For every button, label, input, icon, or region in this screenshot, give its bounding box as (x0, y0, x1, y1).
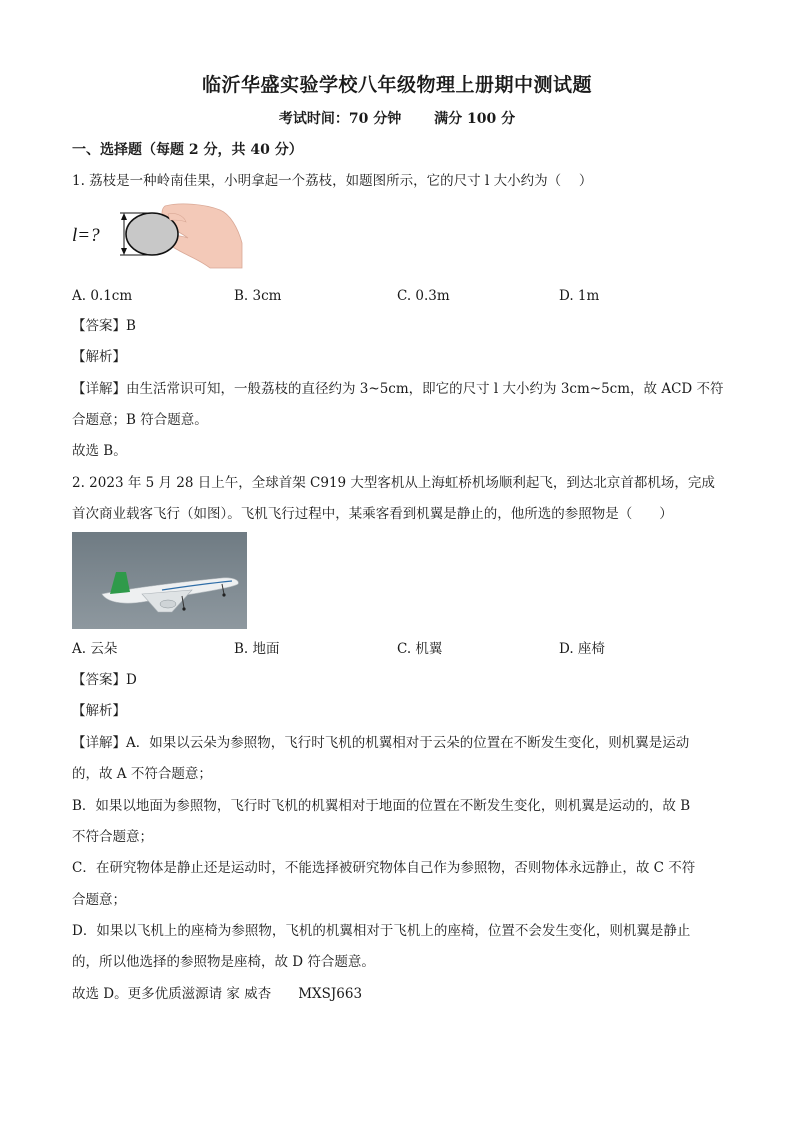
q2-detail-line: 合题意； (72, 892, 126, 908)
q1-detail-line: 【详解】由生活常识可知，一般荔枝的直径约为 3~5cm，即它的尺寸 l 大小约为 3cm~5cm，故 ACD 不符 (72, 381, 724, 397)
q1-detail-line: 合题意；B 符合题意。 (72, 412, 208, 428)
q2-detail-line: 不符合题意； (72, 829, 153, 845)
q1-option-a: A. 0.1cm (72, 288, 133, 304)
exam-time: 考试时间：70 分钟 (278, 111, 402, 127)
q1-answer: 【答案】B (72, 318, 136, 334)
q2-stem-line: 2. 2023 年 5 月 28 日上午，全球首架 C919 大型客机从上海虹桥机场顺利起飞，到达北京首都机场，完成 (72, 475, 715, 491)
q1-option-c: C. 0.3m (397, 288, 450, 304)
litchi-figure (70, 198, 250, 273)
q2-detail-line: 【详解】A．如果以云朵为参照物，飞行时飞机的机翼相对于云朵的位置在不断发生变化，则机翼是运动 (72, 735, 690, 751)
q2-conclusion: 故选 D。更多优质滋源请 家 威杏 MXSJ663 (72, 986, 363, 1002)
q2-answer: 【答案】D (72, 672, 137, 688)
q2-detail-line: 的，故 A 不符合题意； (72, 766, 212, 782)
q2-detail-line: 的，所以他选择的参照物是座椅，故 D 符合题意。 (72, 954, 375, 970)
q2-stem-line: 首次商业载客飞行（如图）。飞机飞行过程中，某乘客看到机翼是静止的，他所选的参照物是（ ） (72, 506, 673, 522)
q1-conclusion: 故选 B。 (72, 443, 127, 459)
q2-option-d: D. 座椅 (559, 641, 605, 657)
airplane-photo (72, 532, 247, 629)
q2-detail-line: C．在研究物体是静止还是运动时，不能选择被研究物体自己作为参照物，否则物体永远静止，故 C 不符 (72, 860, 696, 876)
q1-analysis: 【解析】 (72, 349, 126, 365)
q1-option-d: D. 1m (559, 288, 600, 304)
q2-option-a: A. 云朵 (72, 641, 118, 657)
q2-detail-line: D．如果以飞机上的座椅为参照物，飞机的机翼相对于飞机上的座椅，位置不会发生变化，则机翼是静止 (72, 923, 691, 939)
exam-info (0, 108, 794, 128)
page-title: 临沂华盛实验学校八年级物理上册期中测试题 (201, 74, 592, 96)
q1-option-b: B. 3cm (234, 288, 282, 304)
q1-stem: 1. 荔枝是一种岭南佳果，小明拿起一个荔枝，如题图所示，它的尺寸 l 大小约为（ ） (72, 173, 593, 189)
q2-detail-line: B．如果以地面为参照物，飞行时飞机的机翼相对于地面的位置在不断发生变化，则机翼是运动的，故 B (72, 798, 691, 814)
section-heading: 一、选择题（每题 2 分，共 40 分） (72, 142, 303, 158)
q2-option-c: C. 机翼 (397, 641, 443, 657)
figure-label: l=? (72, 225, 100, 246)
q2-option-b: B. 地面 (234, 641, 280, 657)
exam-score: 满分 100 分 (434, 111, 516, 127)
q2-analysis: 【解析】 (72, 703, 126, 719)
